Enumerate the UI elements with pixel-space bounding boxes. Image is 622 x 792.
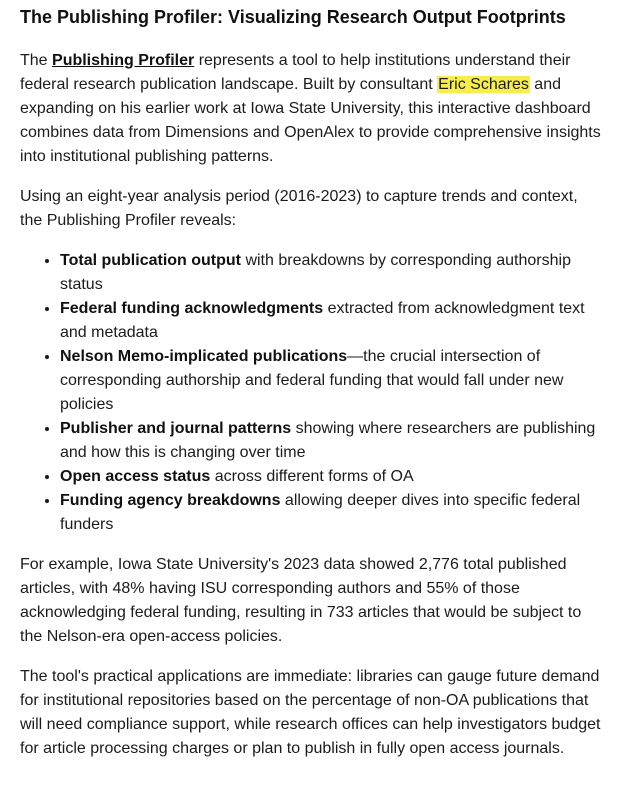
list-item [60,489,602,537]
feature-name: Federal funding acknowledgments [60,300,324,317]
feature-name: Total publication output [60,252,241,269]
intro-paragraph [20,49,602,169]
applications-paragraph: The tool's practical applications are immediate: libraries can gauge future demand for institutional repositories based on the percentage of non-OA publications that will need compliance support, while research offices can help investigators budget for article processing charges or plan to publish in fully open access journals. [20,668,601,757]
list-item [60,249,602,297]
feature-name: Publisher and journal patterns [60,420,292,437]
feature-list [20,249,602,537]
publishing-profiler-link[interactable]: Publishing Profiler [52,52,195,69]
intro-tail: and expanding on his earlier work at Iowa State University, this interactive dashboard combines data from Dimensions and OpenAlex to provide comprehensive insights into institutional publishing patterns. [20,76,601,165]
feature-description: with breakdowns by corresponding authorship status [60,252,571,293]
intro-mid: represents a tool to help institutions understand their federal research publication landscape. Built by consultant [20,52,571,93]
feature-name: Nelson Memo-implicated publications [60,348,348,365]
list-item [60,417,602,465]
feature-name: Open access status [60,468,211,485]
example-paragraph: For example, Iowa State University's 2023 data showed 2,776 total published articles, with 48% having ISU corresponding authors and 55% of those acknowledging federal funding, resulting in 733 articles that would be subject to the Nelson-era open-access policies. [20,556,582,645]
lead-in-paragraph: Using an eight-year analysis period (2016-2023) to capture trends and context, the Publishing Profiler reveals: [20,188,578,229]
list-item [60,297,602,345]
list-item [60,465,602,489]
intro-lead: The [20,52,53,69]
feature-description: —the crucial intersection of corresponding authorship and federal funding that would fall under new policies [60,348,564,413]
feature-description: across different forms of OA [210,468,414,485]
feature-name: Funding agency breakdowns [60,492,281,509]
highlighted-name: Eric Schares [438,76,529,93]
feature-description: showing where researchers are publishing and how this is changing over time [60,420,596,461]
feature-description: allowing deeper dives into specific federal funders [60,492,581,533]
article-title: The Publishing Profiler: Visualizing Research Output Footprints [20,7,566,27]
list-item [60,345,602,417]
feature-description: extracted from acknowledgment text and metadata [60,300,585,341]
